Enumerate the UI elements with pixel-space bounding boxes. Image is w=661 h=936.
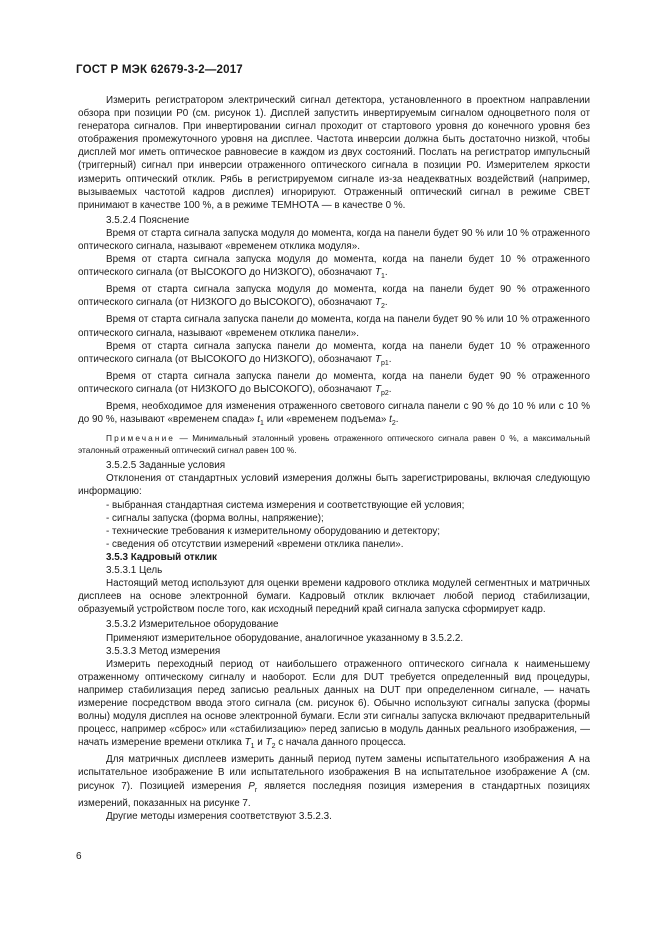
definition-panel-response: Время от старта сигнала запуска панели до момента, когда на панели будет 90 % или 10 % отраженного оптического сигнала, называют «временем отклика панели».: [78, 314, 590, 339]
paragraph-intro: Измерить регистратором электрический сигнал детектора, установленного в проектном направлении обзора при позиции P0 (см. рисунок 1). Дисплей запустить инвертируемым сигналом одноцветного поля от генератора сигналов. При инвертировании сигнал проходит от стартового уровня до конечного уровня без отображения промежуточного уровня на дисплее. Частота инверсии должна быть достаточно низкой, чтобы дисплей мог иметь оптическое равновесие в каждом из двух состояний. Послать на регистратор импульсный (триггерный) сигнал при инверсии отраженного оптического сигнала в позиции P0. Измерителем яркости измерить оптический отклик. Рябь в регистрируемом сигнале из-за неадекватных воздействий (например, вызываемых частотой кадров дисплея) игнорируют. Отраженный оптический сигнал в режиме СВЕТ принимают в качестве 100 %, а в режиме ТЕМНОТА — в качестве 0 %.: [78, 95, 590, 211]
symbol-tp1: $T_{p1}$: [374, 353, 389, 367]
paragraph-method-1: Измерить переходный период от наибольшего отраженного оптического сигнала к наименьшему отраженному оптическому сигналу и наоборот. Если для DUT требуется определенный вид процедуры, например стабилизация перед записью реальных данных на DUT при определенном сигнале, — начать измерение посредством ввода этого сигнала (см. рисунок 6). Обычно используют сигналы запуска (формы волны) модуля дисплея на основе электронной бумаги. Если эти сигналы запуска включают предварительный процесс, например «сброс» или «стабилизацию» перед записью в модуль данных реального изображения, — начать измерение времени отклика $T_1$ и $T_2$ с начала данного процесса.: [78, 658, 590, 751]
list-item: - технические требования к измерительному оборудованию и детектору;: [106, 525, 441, 537]
definition-fall-rise-time: Время, необходимое для изменения отраженного светового сигнала панели с 90 % до 10 % или с 10 % до 90 %, называют «временем спада» $t_1$ или «временем подъема» $t_2$.: [78, 400, 590, 427]
section-3-5-2-4-heading: 3.5.2.4 Пояснение: [106, 214, 190, 226]
list-item: - выбранная стандартная система измерения и соответствующие ей условия;: [106, 499, 465, 511]
section-3-5-2-5-heading: 3.5.2.5 Заданные условия: [106, 460, 226, 472]
note-text: — Минимальный эталонный уровень отраженного оптического сигнала равен 0 %, а максимальный эталонный отраженный оптический сигнал равен 100 %.: [78, 433, 590, 455]
symbol-tp2: $T_{p2}$: [374, 383, 389, 397]
document-header: ГОСТ Р МЭК 62679-3-2—2017: [76, 64, 243, 76]
paragraph-goal: Настоящий метод используют для оценки времени кадрового отклика модулей сегментных и матричных дисплеев на основе электронной бумаги. Кадровый отклик включает любой период стабилизации, образуемый устройством после того, как исходный передний край сигнала запуска сформирует кадр.: [78, 578, 590, 616]
symbol-t2-lower: $t_2$: [389, 414, 396, 427]
page-number: 6: [76, 851, 82, 862]
symbol-pr: $P_r$: [248, 780, 258, 794]
section-3-5-3-heading: 3.5.3 Кадровый отклик: [106, 551, 217, 563]
section-3-5-3-3-heading: 3.5.3.3 Метод измерения: [106, 645, 221, 657]
page-body: [78, 94, 590, 823]
paragraph-method-2: Для матричных дисплеев измерить данный период путем замены испытательного изображения A на испытательное изображение B или испытательного изображения B на испытательное изображение A (см. рисунок 7). Позицией измерения $P_r$ является последняя позиция измерения в стандартных позициях измерений, показанных на рисунке 7.: [78, 754, 590, 809]
section-3-5-3-1-heading: 3.5.3.1 Цель: [106, 565, 163, 577]
definition-module-response: Время от старта сигнала запуска модуля до момента, когда на панели будет 90 % или 10 % отраженного оптического сигнала, называют «временем отклика модуля».: [78, 227, 590, 253]
symbol-t2-method: $T_2$: [265, 737, 276, 751]
definition-t1: Время от старта сигнала запуска модуля до момента, когда на панели будет 10 % отраженного оптического сигнала (от ВЫСОКОГО до НИЗКОГО), обозначают $T_1$.: [78, 254, 590, 281]
symbol-t1-method: $T_1$: [244, 737, 255, 751]
symbol-t2: $T_2$: [374, 297, 385, 311]
paragraph-method-3: Другие методы измерения соответствуют 3.5.2.3.: [106, 810, 332, 822]
definition-t2: Время от старта сигнала запуска модуля до момента, когда на панели будет 90 % отраженного оптического сигнала (от НИЗКОГО до ВЫСОКОГО), обозначают $T_2$.: [78, 284, 590, 311]
list-item: - сведения об отсутствии измерений «времени отклика панели».: [106, 538, 404, 550]
note: [78, 433, 590, 456]
list-item: - сигналы запуска (форма волны, напряжение);: [106, 512, 324, 524]
note-label: Примечание: [106, 433, 176, 444]
paragraph-equipment: Применяют измерительное оборудование, аналогичное указанному в 3.5.2.2.: [106, 632, 464, 644]
definition-tp1: Время от старта сигнала запуска панели до момента, когда на панели будет 10 % отраженного оптического сигнала (от ВЫСОКОГО до НИЗКОГО), обозначают $T_{p1}$.: [78, 340, 590, 367]
section-3-5-3-2-heading: 3.5.3.2 Измерительное оборудование: [106, 619, 279, 631]
symbol-t1-lower: $t_1$: [257, 414, 264, 427]
conditions-intro: Отклонения от стандартных условий измерения должны быть зарегистрированы, включая следующую информацию:: [78, 473, 590, 498]
symbol-t1: $T_1$: [374, 267, 385, 281]
definition-tp2: Время от старта сигнала запуска панели до момента, когда на панели будет 90 % отраженного оптического сигнала (от НИЗКОГО до ВЫСОКОГО), обозначают $T_{p2}$.: [78, 370, 590, 397]
